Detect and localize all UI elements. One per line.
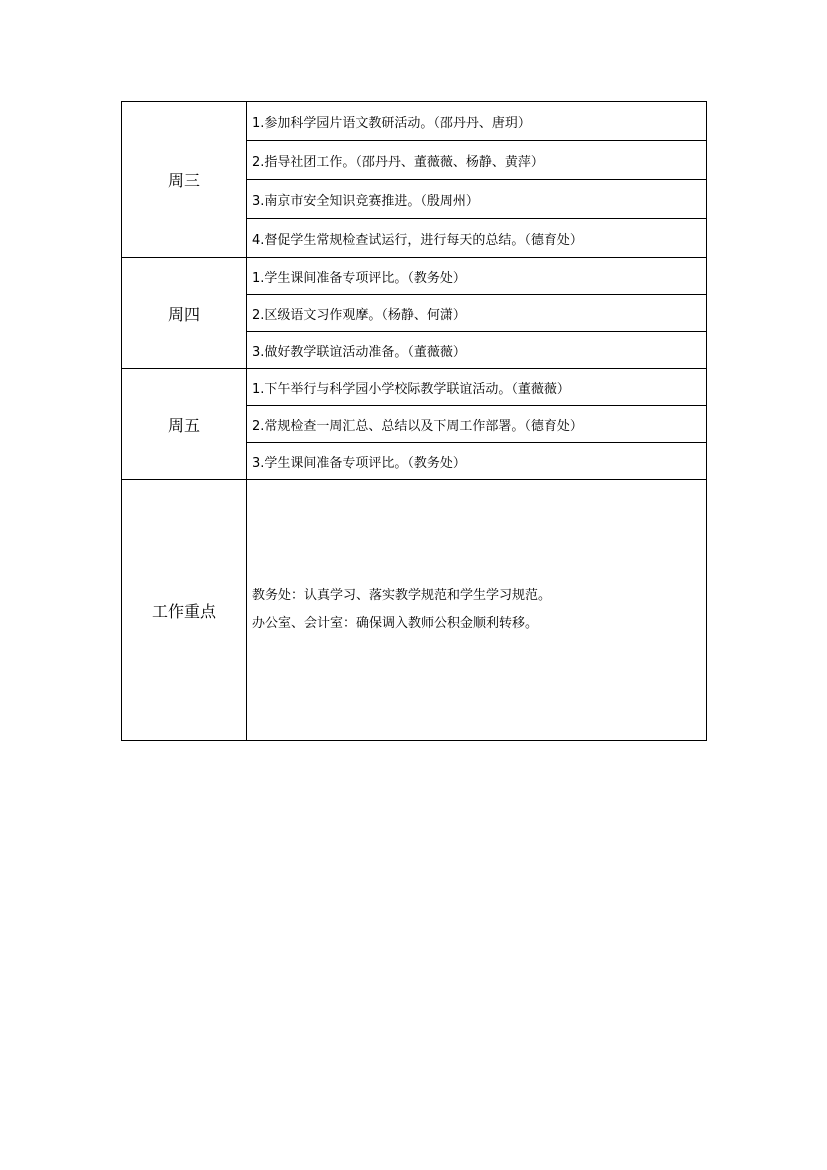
day-label-friday: 周五 xyxy=(122,369,247,480)
task-item: 3.学生课间准备专项评比。（教务处） xyxy=(247,443,707,480)
task-item: 4.督促学生常规检查试运行，进行每天的总结。（德育处） xyxy=(247,219,707,258)
table-row xyxy=(122,258,707,295)
focus-line: 办公室、会计室：确保调入教师公积金顺利转移。 xyxy=(252,616,539,631)
task-item: 1.参加科学园片语文教研活动。（邵丹丹、唐玥） xyxy=(247,102,707,141)
focus-line: 教务处：认真学习、落实教学规范和学生学习规范。 xyxy=(252,588,552,603)
task-item: 2.指导社团工作。（邵丹丹、董薇薇、杨静、黄萍） xyxy=(247,141,707,180)
day-label-wednesday: 周三 xyxy=(122,102,247,258)
table-row xyxy=(122,480,707,741)
task-item: 3.南京市安全知识竞赛推进。（殷周州） xyxy=(247,180,707,219)
task-item: 1.学生课间准备专项评比。（教务处） xyxy=(247,258,707,295)
focus-label: 工作重点 xyxy=(122,480,247,741)
table-row xyxy=(122,102,707,141)
weekly-schedule-table xyxy=(121,101,707,741)
table-row xyxy=(122,369,707,406)
day-label-thursday: 周四 xyxy=(122,258,247,369)
task-item: 1.下午举行与科学园小学校际教学联谊活动。（董薇薇） xyxy=(247,369,707,406)
task-item: 2.常规检查一周汇总、总结以及下周工作部署。（德育处） xyxy=(247,406,707,443)
task-item: 3.做好教学联谊活动准备。（董薇薇） xyxy=(247,332,707,369)
focus-content xyxy=(247,480,707,741)
task-item: 2.区级语文习作观摩。（杨静、何潇） xyxy=(247,295,707,332)
